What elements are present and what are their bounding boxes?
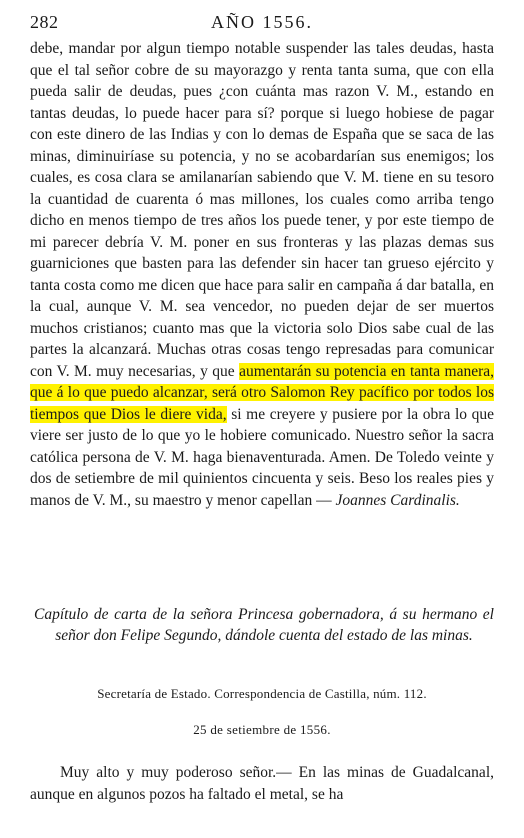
signature-name: Joannes Cardinalis.	[335, 491, 460, 509]
letter-date: 25 de setiembre de 1556.	[193, 722, 331, 737]
page-number: 282	[30, 12, 59, 32]
body-text-after-highlight: si me creyere y pusiere por la obra lo que viere ser justo de lo que yo le hobiere comunicado. Nuestro señor la sacra católica persona de V. M. haga bienaventurada. Amen. De Toledo veinte y dos de setiembre de mil quinientos cincuenta y seis. Beso los reales pies y manos de V. M., su maestro y menor capellan —	[30, 405, 494, 509]
running-head: AÑO 1556.	[211, 12, 313, 32]
letter-opening-text: Muy alto y muy poderoso señor.— En las minas de Guadalcanal, aunque en algunos pozos ha faltado el metal, se ha	[30, 764, 494, 803]
highlighted-passage[interactable]: aumentarán su potencia en tanta manera, que á lo que puedo alcanzar, será otro Salomon Rey pacífico por todos los tiempos que Dios le diere vida,	[30, 362, 495, 423]
body-text-before-highlight: debe, mandar por algun tiempo notable suspender las tales deudas, hasta que el tal señor cobre de su mayorazgo y renta tanta suma, que con ella pueda salir de deudas, pues ¿con cuánta mas razon V. M., estando en tantas deudas, lo puede hacer para sí? porque si luego hobiese de pagar con este dinero de las Indias y con lo demas de España que se saca de las minas, diminuiríase su potencia, y no se acobardarían sus enemigos; los cuales, es cosa clara se amilanarían sabiendo que V. M. tiene en su tesoro la cuantidad de cuarenta ó mas millones, los cuales como arriba tengo dicho en menos tiempo de tres años los puede tener, y por este tiempo de mi parecer debría V. M. poner en sus fronteras y las plazas demas sus guarniciones que basten para las defender sin hacer tan grueso ejército y tanta costa como me dicen que hace para salir en campaña á dar batalla, en la cual, aunque V. M. sea vencedor, no pueden dejar de ser muertos muchos cristianos; cuanto mas que la victoria solo Dios sabe cual de las partes la alcanzará. Muchas otras cosas tengo represadas para comunicar con V. M. muy necesarias, y que	[30, 40, 494, 380]
letter-paragraph	[30, 38, 494, 511]
chapter-heading: Capítulo de carta de la señora Princesa gobernadora, á su hermano el señor don Felipe Segundo, dándole cuenta del estado de las minas.	[34, 606, 494, 644]
letter-body	[30, 38, 494, 511]
archive-source-citation: Secretaría de Estado. Correspondencia de Castilla, núm. 112.	[97, 686, 427, 701]
page-header	[30, 12, 494, 36]
